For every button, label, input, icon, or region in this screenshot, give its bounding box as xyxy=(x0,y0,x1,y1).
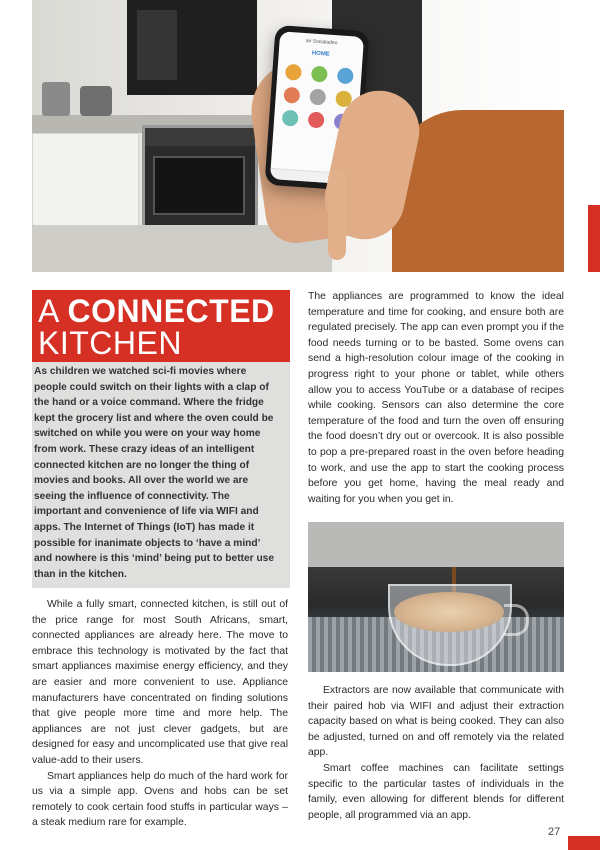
app-home-label: HOME xyxy=(311,50,330,58)
coffee-machine-photo xyxy=(308,522,564,672)
app-icon-5 xyxy=(309,88,326,105)
built-in-oven xyxy=(142,125,258,231)
intro-box xyxy=(32,362,290,588)
right-column-bottom xyxy=(308,683,564,823)
left-paragraph-1: While a fully smart, connected kitchen, is still out of the price range for most South Africans, smart, connected appliances are already here. The move to embrace this technology is motivated by the fact that smart appliances maximise energy efficiency, and they are easier and more convenient to use. Appliance manufacturers have concentrated on finding solutions that give people more time and more help. The appliances are not just clever gadgets, but are designed for easy and uncomplicated use that give real value-add to their users. xyxy=(32,599,288,766)
left-cabinet xyxy=(32,133,139,227)
page-number: 27 xyxy=(548,826,561,838)
red-accent-side xyxy=(588,205,600,272)
right-paragraph-1: The appliances are programmed to know the ideal temperature and time for cooking, and ensure both are regulated precisely. The app can even prompt you if the food needs turning or to be basted. Some ovens can send a high-resolution colour image of the cooking in progress right to your phone or tablet, while others allow you to access YouTube or a database of recipes while cooking. Sensors can also determine the core temperature of the food and turn the oven off ensuring the food doesn’t dry out or overcook. It is also possible to pop a pre-prepared roast in the oven before heading to work, and use the app to start the cooking process before you get home, having the meal ready and waiting for you when you get in. xyxy=(308,291,564,505)
red-page-tab xyxy=(568,836,600,850)
toaster xyxy=(80,86,112,116)
intro-paragraph: As children we watched sci-fi movies where people could switch on their lights with a clap of the hand or a voice command. Where the fridge kept the grocery list and where the oven could be switched on while you were on your way home from work. These crazy ideas of an intelligent connected kitchen are no longer the thing of movies and books. All over the world we are seeing the influence of connectivity. The important and convenience of life via WIFI and apps. The Internet of Things (IoT) has made it possible for inanimate objects to ‘have a mind’ and nowhere is this ‘mind’ being put to better use than in the kitchen. xyxy=(34,366,274,580)
pointing-finger xyxy=(328,170,346,260)
title-word-kitchen: KITCHEN xyxy=(38,325,182,361)
title-word-a: A xyxy=(38,293,59,329)
left-paragraph-2: Smart appliances help do much of the hard work for us via a simple app. Ovens and hobs can be set remotely to cook certain food stuffs in particular ways – a steak medium rare for example. xyxy=(32,770,288,829)
right-paragraph-3: Smart coffee machines can facilitate settings specific to the particular tastes of individuals in the family, even allowing for different blends for different people, all programmed via an app. xyxy=(308,762,564,821)
app-icon-2 xyxy=(311,66,328,83)
title-word-connected: CONNECTED xyxy=(67,293,275,329)
app-icon-1 xyxy=(285,64,302,81)
right-paragraph-2: Extractors are now available that communicate with their paired hob via WIFI and adjust their extraction capacity based on what is being cooked. They can also be adjusted, turned on and off remotely via the related app. xyxy=(308,685,564,759)
app-header: air Socialadeo xyxy=(305,38,338,47)
right-column-top xyxy=(308,289,564,507)
hero-kitchen-photo xyxy=(32,0,564,272)
app-icon-8 xyxy=(308,111,325,128)
app-icon-4 xyxy=(283,87,300,104)
coffee-machine xyxy=(308,522,564,567)
left-column xyxy=(32,597,288,831)
kettle xyxy=(42,82,70,116)
cup-handle xyxy=(504,604,529,636)
app-icon-3 xyxy=(337,67,354,84)
app-icon-7 xyxy=(282,110,299,127)
article-title-box xyxy=(32,290,290,362)
article-title-line1 xyxy=(38,294,275,328)
range-hood xyxy=(127,0,257,95)
